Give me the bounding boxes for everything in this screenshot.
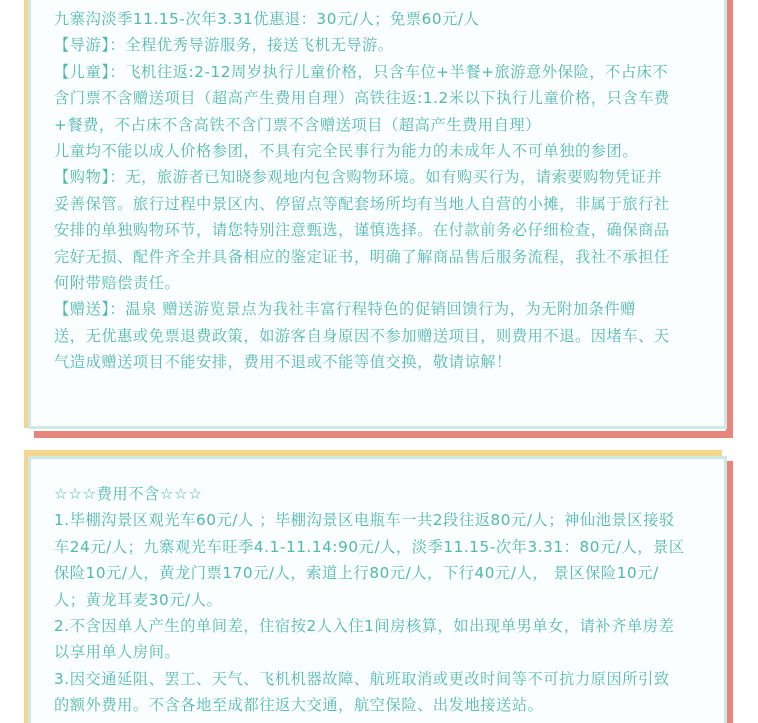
- text-line: 送，无优惠或免票退费政策，如游客自身原因不参加赠送项目，则费用不退。因堵车、天: [54, 326, 670, 345]
- card-1-text: [54, 6, 734, 376]
- text-line: 九寨沟淡季11.15-次年3.31优惠退：30元/人；免票60元/人: [54, 10, 480, 28]
- text-line: 【购物】：无，旅游者已知晓参观地内包含购物环境。如有购买行为，请索要购物凭证并: [54, 168, 663, 187]
- text-line: 以享用单人房间。: [54, 643, 181, 662]
- text-line: 车24元/人；九寨观光车旺季4.1-11.14:90元/人，淡季11.15-次年3.31：80元/人，景区: [54, 537, 685, 556]
- text-line: 【儿童】：飞机往返:2-12周岁执行儿童价格，只含车位+半餐+旅游意外保险，不占床不: [54, 62, 669, 81]
- text-line: 3.因交通延阻、罢工、天气、飞机机器故障、航班取消或更改时间等不可抗力原因所引致: [54, 669, 670, 688]
- text-line: 人；黄龙耳麦30元/人。: [54, 590, 223, 609]
- text-line: 的额外费用。不含各地至成都往返大交通，航空保险、出发地接送站。: [54, 696, 544, 715]
- text-line: 含门票不含赠送项目（超高产生费用自理）高铁往返:1.2米以下执行儿童价格，只含车费: [54, 89, 670, 108]
- text-line: 完好无损、配件齐全并具备相应的鉴定证书，明确了解商品售后服务流程，我社不承担任: [54, 247, 670, 266]
- text-line: 【导游】：全程优秀导游服务，接送飞机无导游。: [54, 36, 394, 55]
- text-line: 2.不含因单人产生的单间差，住宿按2人入住1间房核算，如出现单男单女，请补齐单房差: [54, 617, 675, 636]
- text-line: 【赠送】：温泉 赠送游览景点为我社丰富行程特色的促销回馈行为，为无附加条件赠: [54, 300, 636, 319]
- text-line: 儿童均不能以成人价格参团，不具有完全民事行为能力的未成年人不可单独的参团。: [54, 142, 639, 161]
- section-heading: ☆☆☆费用不含☆☆☆: [54, 485, 203, 503]
- card-2-text: [54, 481, 734, 719]
- card-1-bottom-accent: [34, 431, 733, 438]
- text-line: 何附带赔偿责任。: [54, 274, 181, 293]
- text-line: 气造成赠送项目不能安排，费用不退或不能等值交换，敬请谅解！: [54, 353, 512, 372]
- text-line: 1.毕棚沟景区观光车60元/人 ；毕棚沟景区电瓶车一共2段往返80元/人；神仙池景区接驳: [54, 511, 675, 530]
- text-line: 保险10元/人，黄龙门票170元/人，索道上行80元/人，下行40元/人， 景区保险10元/: [54, 564, 659, 583]
- text-line: 安排的单独购物环节，请您特别注意甄选，谨慎选择。在付款前务必仔细检查，确保商品: [54, 221, 670, 240]
- text-line: +餐费，不占床不含高铁不含门票不含赠送项目（超高产生费用自理）: [54, 115, 541, 134]
- text-line: 妥善保管。旅行过程中景区内、停留点等配套场所均有当地人自营的小摊，非属于旅行社: [54, 194, 670, 213]
